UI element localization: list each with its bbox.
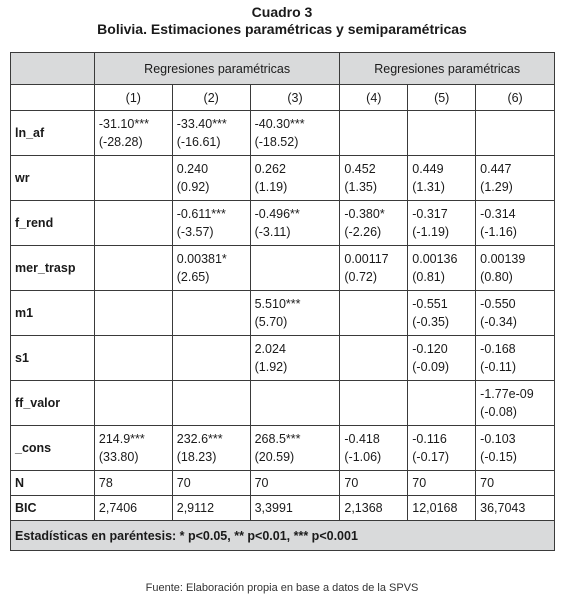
table-cell [476, 246, 555, 291]
column-header: (6) [476, 85, 555, 111]
table-cell [340, 336, 408, 381]
statistic: (1.92) [254, 360, 288, 374]
statistic: (33.80) [98, 450, 139, 464]
group-header-semiparametric: Regresiones paramétricas [340, 53, 555, 85]
table-cell [172, 381, 250, 426]
coefficient: 5.510*** [254, 297, 301, 311]
table-subtitle: Bolivia. Estimaciones paramétricas y semiparamétricas [97, 21, 467, 37]
coefficient: -33.40*** [176, 117, 227, 131]
coefficient: -0.550 [480, 297, 516, 311]
coefficient: -0.103 [480, 432, 516, 446]
table-cell [94, 156, 172, 201]
column-number-row [11, 85, 555, 111]
table-cell [94, 201, 172, 246]
row-label: mer_trasp [11, 246, 95, 291]
table-cell [250, 246, 340, 291]
column-header: (1) [94, 85, 172, 111]
row-label: _cons [11, 426, 95, 471]
statistic: (-28.28) [98, 135, 143, 149]
row-label: N [11, 471, 95, 496]
coefficient: 268.5*** [254, 432, 301, 446]
table-cell [340, 111, 408, 156]
row-label: BIC [11, 496, 95, 521]
table-cell [408, 246, 476, 291]
row-label: ff_valor [11, 381, 95, 426]
corner-cell [11, 53, 95, 85]
table-cell [250, 291, 340, 336]
table-cell [408, 426, 476, 471]
table-cell [172, 246, 250, 291]
coefficient: 232.6*** [176, 432, 223, 446]
table-title: Cuadro 3 [251, 4, 313, 20]
column-header: (5) [408, 85, 476, 111]
table-cell [94, 426, 172, 471]
statistic: (1.19) [254, 180, 288, 194]
table-cell [172, 291, 250, 336]
statistic: (-0.09) [412, 360, 450, 374]
coefficient: -0.314 [480, 207, 516, 221]
statistic: (-16.61) [176, 135, 221, 149]
statistic: (2.65) [176, 270, 210, 284]
statistic: (-2.26) [344, 225, 382, 239]
table-cell: 70 [340, 471, 408, 496]
coefficient: 0.00139 [480, 252, 526, 266]
table-row [11, 291, 555, 336]
table-cell [94, 381, 172, 426]
row-label: ln_af [11, 111, 95, 156]
row-label: s1 [11, 336, 95, 381]
table-cell [476, 381, 555, 426]
group-header-parametric: Regresiones paramétricas [94, 53, 339, 85]
coefficient: 0.262 [254, 162, 286, 176]
table-cell [250, 156, 340, 201]
table-cell [250, 336, 340, 381]
table-cell: 70 [408, 471, 476, 496]
stat-row [11, 471, 555, 496]
statistic: (-0.15) [480, 450, 517, 464]
statistic: (-0.08) [480, 405, 517, 419]
table-cell [476, 201, 555, 246]
coefficient: -40.30*** [254, 117, 305, 131]
table-cell [476, 426, 555, 471]
table-row [11, 111, 555, 156]
statistic: (0.92) [176, 180, 210, 194]
table-cell: 78 [94, 471, 172, 496]
table-cell [476, 336, 555, 381]
coefficient: -0.611*** [176, 207, 226, 221]
table-row [11, 381, 555, 426]
statistic: (-0.34) [480, 315, 517, 329]
table-cell [250, 426, 340, 471]
statistic: (-3.57) [176, 225, 214, 239]
coefficient: -0.317 [412, 207, 448, 221]
statistic: (5.70) [254, 315, 288, 329]
statistic: (-1.06) [344, 450, 382, 464]
statistic: (-1.16) [480, 225, 517, 239]
table-cell [408, 336, 476, 381]
statistic: (1.35) [344, 180, 378, 194]
column-header: (4) [340, 85, 408, 111]
row-label: m1 [11, 291, 95, 336]
table-row [11, 156, 555, 201]
table-cell: 2,1368 [340, 496, 408, 521]
table-cell [408, 201, 476, 246]
row-label: f_rend [11, 201, 95, 246]
table-cell [172, 156, 250, 201]
table-body [11, 53, 555, 551]
statistic: (18.23) [176, 450, 217, 464]
column-header: (2) [172, 85, 250, 111]
table-row [11, 336, 555, 381]
statistic: (-0.17) [412, 450, 450, 464]
table-cell: 70 [476, 471, 555, 496]
table-cell [408, 381, 476, 426]
table-cell: 70 [250, 471, 340, 496]
coefficient: -0.496** [254, 207, 300, 221]
table-cell: 12,0168 [408, 496, 476, 521]
statistic: (20.59) [254, 450, 295, 464]
stat-row [11, 496, 555, 521]
coefficient: 0.449 [412, 162, 444, 176]
statistic: (0.80) [480, 270, 513, 284]
source-note: Fuente: Elaboración propia en base a datos de la SPVS [145, 582, 419, 594]
table-cell: 36,7043 [476, 496, 555, 521]
table-cell [476, 291, 555, 336]
table-cell [94, 246, 172, 291]
table-cell: 70 [172, 471, 250, 496]
statistic: (-0.35) [412, 315, 450, 329]
coefficient: -0.120 [412, 342, 448, 356]
table-cell [340, 291, 408, 336]
table-cell [250, 381, 340, 426]
corner-cell [11, 85, 95, 111]
footnote-row [11, 521, 555, 551]
table-row [11, 426, 555, 471]
table-cell [340, 201, 408, 246]
table-cell [340, 426, 408, 471]
regression-table [10, 52, 555, 551]
statistic: (-18.52) [254, 135, 299, 149]
table-cell [94, 291, 172, 336]
table-cell [340, 156, 408, 201]
group-header-row [11, 53, 555, 85]
table-cell [340, 381, 408, 426]
table-cell: 2,9112 [172, 496, 250, 521]
table-cell: 3,3991 [250, 496, 340, 521]
row-label: wr [11, 156, 95, 201]
table-cell [408, 111, 476, 156]
coefficient: -0.168 [480, 342, 516, 356]
coefficient: -0.418 [344, 432, 380, 446]
statistic: (-1.19) [412, 225, 450, 239]
table-cell [172, 426, 250, 471]
coefficient: 0.447 [480, 162, 512, 176]
table-cell [172, 201, 250, 246]
statistic: (0.81) [412, 270, 445, 284]
statistic: (-3.11) [254, 225, 291, 239]
statistic: (1.31) [412, 180, 445, 194]
coefficient: -0.551 [412, 297, 448, 311]
table-row [11, 201, 555, 246]
column-header: (3) [250, 85, 340, 111]
coefficient: -1.77e-09 [480, 387, 534, 401]
coefficient: 0.00117 [344, 252, 389, 266]
coefficient: 0.452 [344, 162, 376, 176]
table-cell [476, 156, 555, 201]
coefficient: -31.10*** [98, 117, 149, 131]
table-cell [172, 111, 250, 156]
table-cell [94, 111, 172, 156]
table-cell [408, 291, 476, 336]
statistic: (-0.11) [480, 360, 517, 374]
table-cell [172, 336, 250, 381]
table-cell [408, 156, 476, 201]
table-cell [250, 111, 340, 156]
coefficient: -0.116 [412, 432, 447, 446]
statistic: (1.29) [480, 180, 513, 194]
coefficient: -0.380* [344, 207, 385, 221]
table-row [11, 246, 555, 291]
table-cell [250, 201, 340, 246]
coefficient: 0.240 [176, 162, 209, 176]
footnote: Estadísticas en paréntesis: * p<0.05, ** p<0.01, *** p<0.001 [11, 521, 555, 551]
coefficient: 0.00381* [176, 252, 227, 266]
coefficient: 2.024 [254, 342, 286, 356]
statistic: (0.72) [344, 270, 378, 284]
table-cell [94, 336, 172, 381]
table-cell: 2,7406 [94, 496, 172, 521]
coefficient: 214.9*** [98, 432, 145, 446]
table-cell [340, 246, 408, 291]
coefficient: 0.00136 [412, 252, 458, 266]
table-cell [476, 111, 555, 156]
